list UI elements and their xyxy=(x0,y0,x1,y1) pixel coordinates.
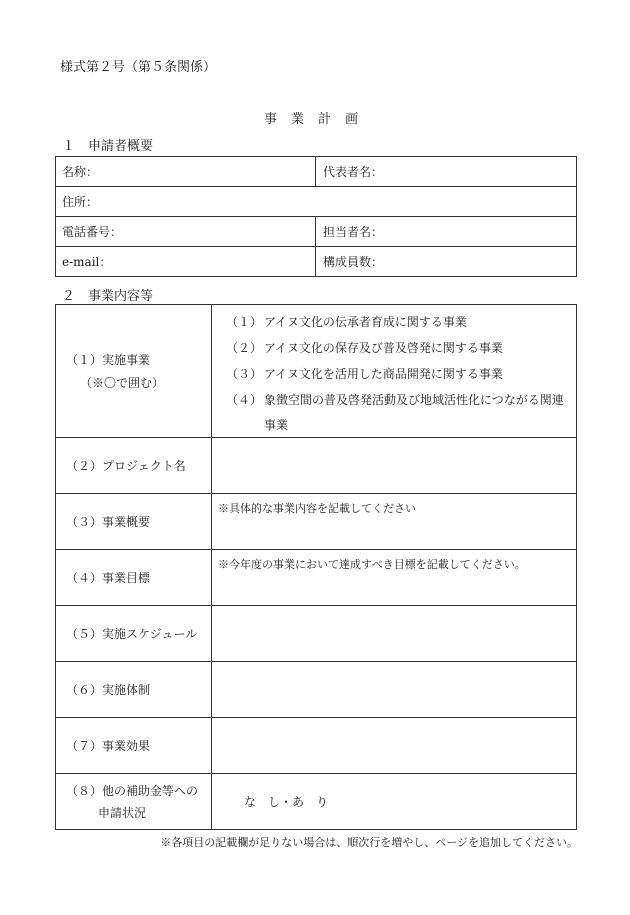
table-row xyxy=(56,774,577,830)
table-row xyxy=(56,217,577,247)
overview-field[interactable] xyxy=(212,494,577,550)
section1-number: １ xyxy=(62,139,76,154)
schedule-label: （５）実施スケジュール xyxy=(56,606,212,662)
table-row xyxy=(56,438,577,494)
section1-heading xyxy=(62,135,153,154)
structure-field[interactable] xyxy=(212,662,577,718)
project-name-label: （２）プロジェクト名 xyxy=(56,438,212,494)
section2-title: 事業内容等 xyxy=(88,289,154,304)
option-4-continuation: 事業 xyxy=(264,418,289,432)
effect-field[interactable] xyxy=(212,718,577,774)
page-title: 事業計画 xyxy=(263,112,372,127)
table-row xyxy=(56,305,577,438)
form-number: 様式第２号（第５条関係） xyxy=(60,60,217,75)
section2-number: ２ xyxy=(62,289,76,304)
overview-note: ※具体的な事業内容を記載してください xyxy=(218,502,416,515)
implementation-label: （１）実施事業 xyxy=(66,353,151,367)
table-row xyxy=(56,662,577,718)
footer-note: ※各項目の記載欄が足りない場合は、順次行を増やし、ページを追加してください。 xyxy=(160,836,578,849)
project-table xyxy=(55,304,577,830)
other-subsidy-choice[interactable]: な し・あ り xyxy=(212,774,577,830)
schedule-field[interactable] xyxy=(212,606,577,662)
option-3[interactable]: （３） アイヌ文化を活用した商品開発に関する事業 xyxy=(226,367,503,381)
section1-title: 申請者概要 xyxy=(88,139,154,154)
table-row xyxy=(56,606,577,662)
applicant-table xyxy=(55,156,577,277)
table-row xyxy=(56,247,577,277)
other-subsidy-label: （８）他の補助金等への xyxy=(66,783,199,798)
email-field[interactable]: e-mail： xyxy=(56,247,316,277)
other-subsidy-label-line2: 申請状況 xyxy=(98,805,147,820)
goal-label: （４）事業目標 xyxy=(56,550,212,606)
goal-field[interactable] xyxy=(212,550,577,606)
project-name-field[interactable] xyxy=(212,438,577,494)
implementation-options xyxy=(212,305,577,438)
option-2[interactable]: （２） アイヌ文化の保存及び普及啓発に関する事業 xyxy=(226,341,503,355)
name-field[interactable]: 名称： xyxy=(56,157,316,187)
representative-field[interactable]: 代表者名： xyxy=(316,157,577,187)
phone-field[interactable]: 電話番号： xyxy=(56,217,316,247)
section2-heading xyxy=(62,285,153,304)
address-field[interactable]: 住所： xyxy=(56,187,577,217)
effect-label: （７）事業効果 xyxy=(56,718,212,774)
option-1[interactable]: （１） アイヌ文化の伝承者育成に関する事業 xyxy=(226,315,467,329)
other-subsidy-label-cell xyxy=(56,774,212,830)
contact-person-field[interactable]: 担当者名： xyxy=(316,217,577,247)
goal-note: ※今年度の事業において達成すべき目標を記載してください。 xyxy=(218,558,526,571)
implementation-label-cell xyxy=(56,305,212,438)
structure-label: （６）実施体制 xyxy=(56,662,212,718)
table-row xyxy=(56,187,577,217)
table-row xyxy=(56,494,577,550)
table-row xyxy=(56,157,577,187)
implementation-sublabel: （※〇で囲む） xyxy=(80,376,165,390)
option-4[interactable]: （４） 象徴空間の普及啓発活動及び地域活性化につながる関連 xyxy=(226,393,564,407)
table-row xyxy=(56,718,577,774)
table-row xyxy=(56,550,577,606)
overview-label: （３）事業概要 xyxy=(56,494,212,550)
member-count-field[interactable]: 構成員数： xyxy=(316,247,577,277)
